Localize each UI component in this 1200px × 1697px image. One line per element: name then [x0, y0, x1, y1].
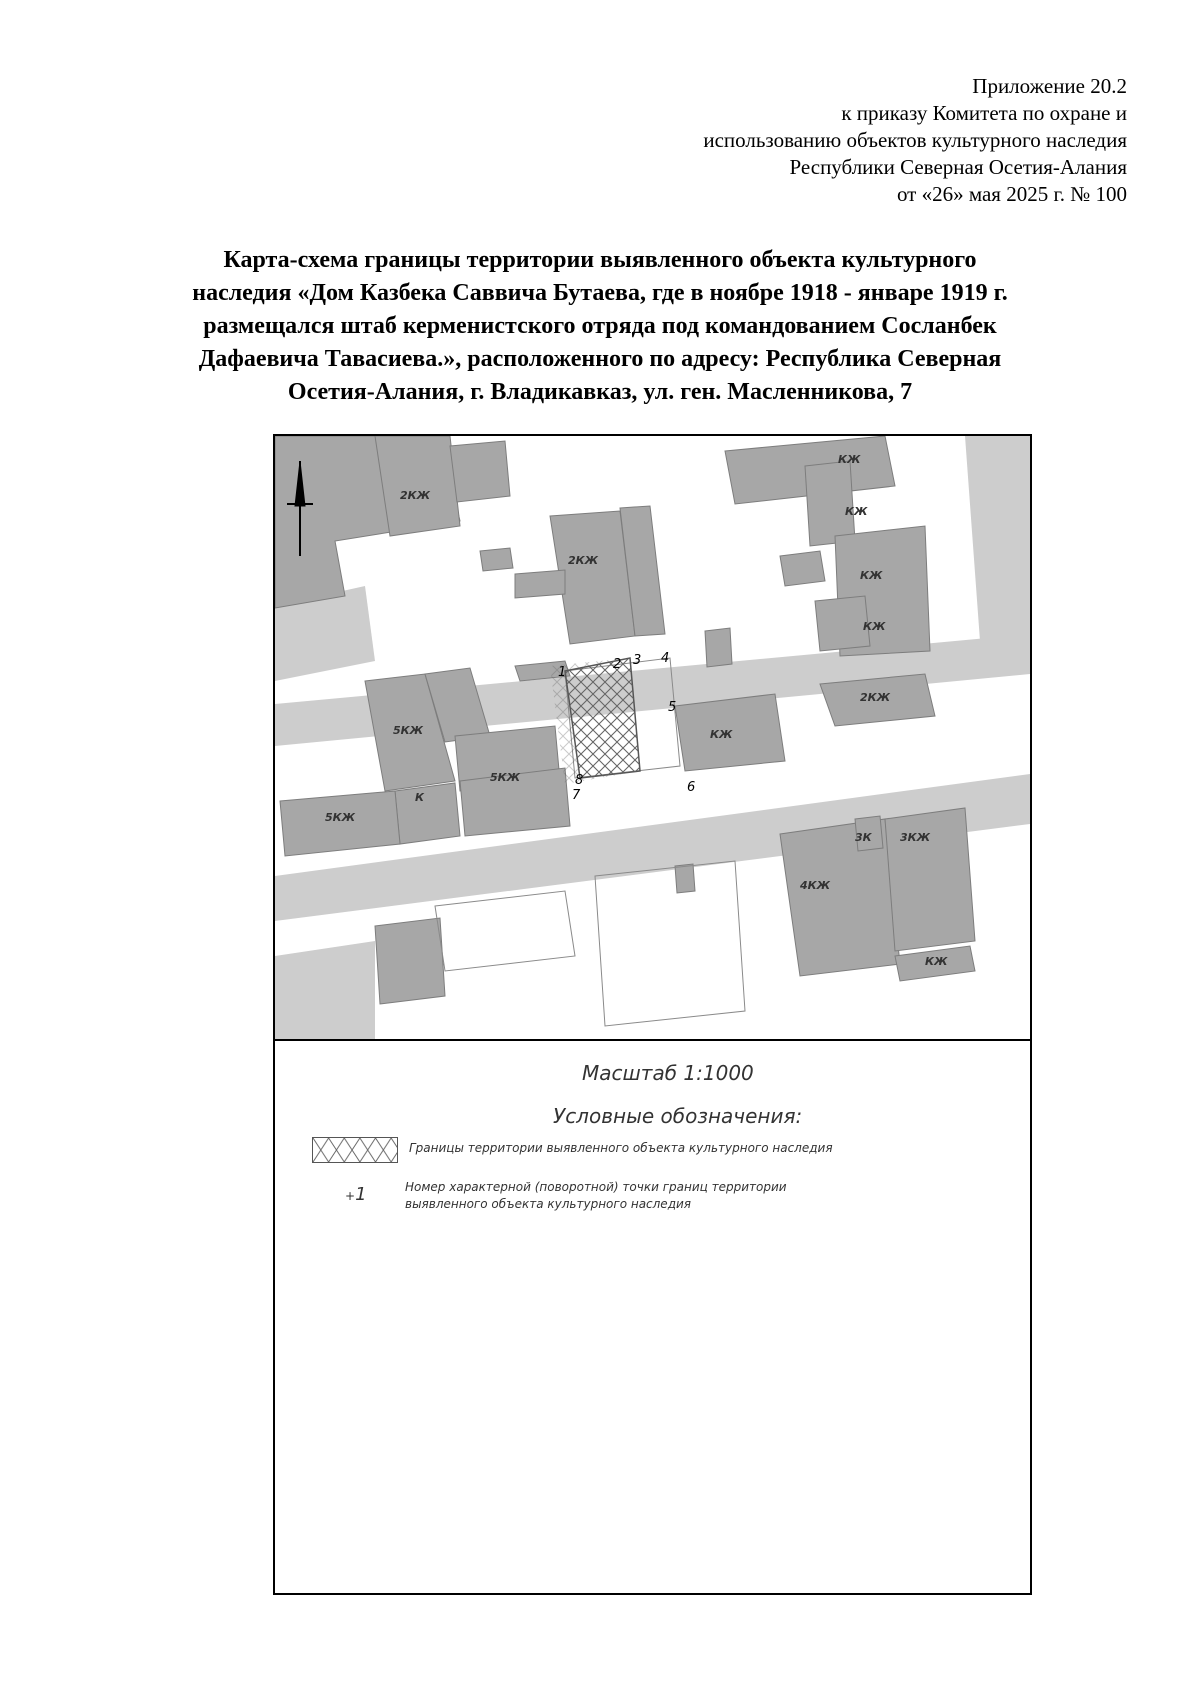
- building: [450, 441, 510, 502]
- boundary-point: 8: [575, 773, 584, 788]
- building-label: 5КЖ: [393, 724, 424, 737]
- boundary-point: 1: [558, 665, 567, 680]
- boundary-legend-label: Границы территории выявленного объекта культурного наследия: [409, 1141, 833, 1155]
- building: [375, 918, 445, 1004]
- building: [815, 596, 870, 651]
- building-label: КЖ: [845, 505, 868, 518]
- building-label: 4КЖ: [800, 879, 831, 892]
- legend-title: Условные обозначения:: [553, 1104, 803, 1128]
- building-label: КЖ: [710, 728, 733, 741]
- scale-label: Масштаб 1:1000: [582, 1061, 754, 1085]
- title-line: наследия «Дом Казбека Саввича Бутаева, где в ноябре 1918 - январе 1919 г.: [192, 280, 1008, 306]
- building: [515, 570, 565, 598]
- appendix-line: Республики Северная Осетия-Алания: [789, 155, 1127, 179]
- building-label: 3К: [855, 831, 872, 844]
- map-frame: [273, 434, 1032, 1595]
- building-label: К: [415, 791, 424, 804]
- boundary-point: 3: [633, 653, 642, 668]
- building-label: КЖ: [838, 453, 861, 466]
- title-line: Дафаевича Тавасиева.», расположенного по адресу: Республика Северная: [198, 346, 1002, 372]
- building: [395, 783, 460, 844]
- building-label: КЖ: [860, 569, 883, 582]
- building: [705, 628, 732, 667]
- point-sample-number: 1: [355, 1184, 367, 1205]
- title-line: Осетия-Алания, г. Владикавказ, ул. ген. Масленникова, 7: [287, 379, 913, 405]
- document-title: [120, 244, 1080, 409]
- point-marker-icon: +: [345, 1189, 356, 1203]
- appendix-block: [327, 73, 1127, 208]
- point-legend-label: Номер характерной (поворотной) точки границ территории выявленного объекта культурного наследия: [405, 1180, 787, 1211]
- appendix-line: использованию объектов культурного наследия: [703, 128, 1127, 152]
- building-label: КЖ: [863, 620, 886, 633]
- building-label: 2КЖ: [860, 691, 891, 704]
- building-label: 2КЖ: [568, 554, 599, 567]
- site-map: [275, 436, 1030, 1039]
- building-label: 5КЖ: [490, 771, 521, 784]
- point-sample: [345, 1184, 367, 1205]
- boundary-point: 5: [668, 700, 677, 715]
- building: [375, 436, 460, 536]
- boundary-point: 4: [661, 651, 670, 666]
- building-label: 2КЖ: [400, 489, 431, 502]
- road-segment: [275, 941, 375, 1039]
- appendix-line: к приказу Комитета по охране и: [841, 101, 1127, 125]
- boundary-point: 7: [572, 788, 581, 803]
- building-label: 5КЖ: [325, 811, 356, 824]
- map-divider: [275, 1039, 1030, 1041]
- building-label: КЖ: [925, 955, 948, 968]
- boundary-swatch: [312, 1137, 398, 1163]
- building: [885, 808, 975, 951]
- appendix-line: от «26» мая 2025 г. № 100: [896, 182, 1127, 206]
- title-line: Карта-схема границы территории выявленного объекта культурного: [223, 247, 977, 273]
- building: [675, 864, 695, 893]
- building: [480, 548, 513, 571]
- building: [805, 461, 855, 546]
- appendix-line: Приложение 20.2: [972, 74, 1127, 98]
- boundary-point: 2: [613, 657, 622, 672]
- boundary-point: 6: [687, 780, 696, 795]
- title-line: размещался штаб керменистского отряда под командованием Сосланбек: [203, 313, 997, 339]
- building: [780, 551, 825, 586]
- building-label: 3КЖ: [900, 831, 931, 844]
